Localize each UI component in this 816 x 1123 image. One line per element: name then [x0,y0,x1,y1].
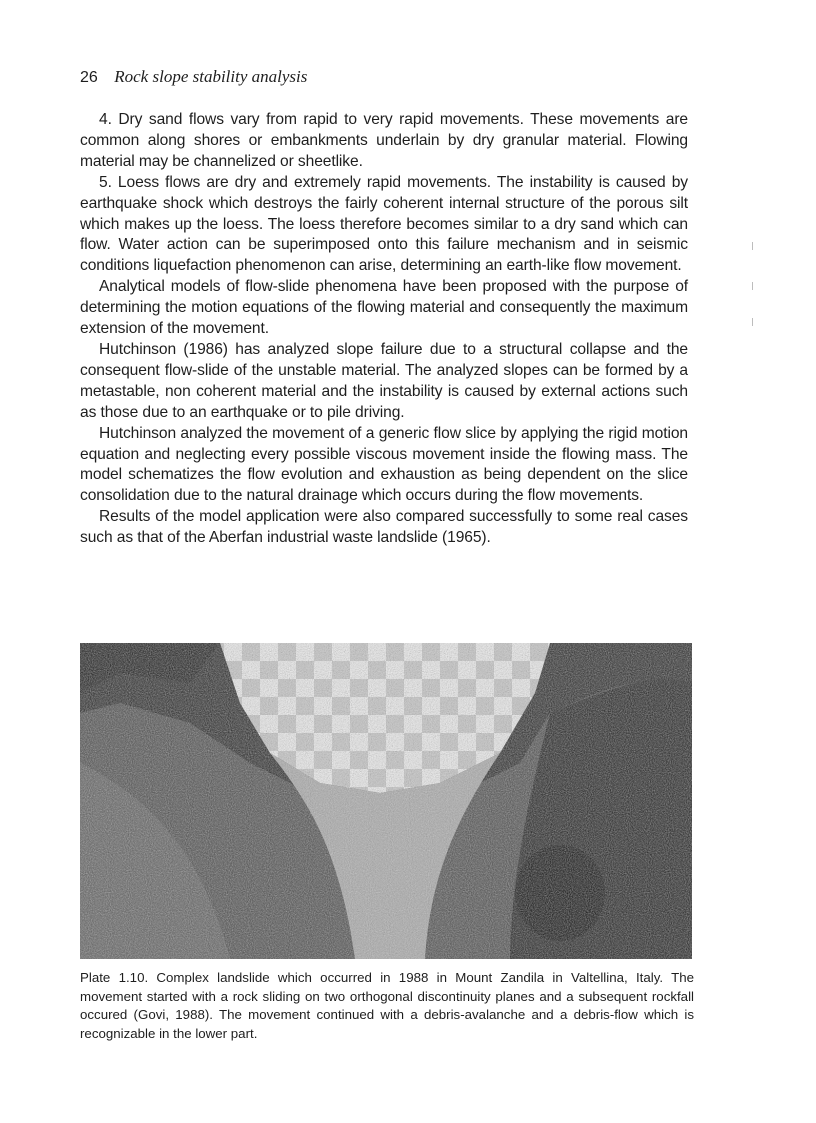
running-header [80,67,307,87]
paragraph-results: Results of the model application were also compared successfully to some real cases such as that of the Aberfan industrial waste landslide (1965). [80,508,688,547]
page-number: 26 [80,69,98,86]
landslide-photograph [80,643,692,959]
margin-mark [752,242,753,250]
plate-caption: Plate 1.10. Complex landslide which occurred in 1988 in Mount Zandila in Valtellina, Italy. The movement started with a rock sliding on two orthogonal discontinuity planes and a subsequent rockfall occured (Govi, 1988). The movement continued with a debris-avalanche and a debris-flow which is recognizable in the lower part. [80,970,694,1041]
running-title: Rock slope stability analysis [114,67,308,86]
paragraph-hutchinson-1986: Hutchinson (1986) has analyzed slope failure due to a structural collapse and the consequent flow-slide of the unstable material. The analyzed slopes can be formed by a metastable, non coherent material and the instability is caused by external actions such as those due to an earthquake or to pile driving. [80,340,688,421]
paragraph-dry-sand-flows: 4. Dry sand flows vary from rapid to very rapid movements. These movements are common along shores or embankments underlain by dry granular material. Flowing material may be channelized or sheetlike. [80,111,688,170]
paragraph-analytical-models: Analytical models of flow-slide phenomena have been proposed with the purpose of determining the motion equations of the flowing material and consequently the maximum extension of the movement. [80,278,688,338]
margin-mark [752,318,753,326]
paragraph-loess-flows: 5. Loess flows are dry and extremely rapid movements. The instability is caused by earthquake shock which destroys the fairly coherent internal structure of the porous silt which makes up the loess. The loess therefore becomes similar to a dry sand which can flow. Water action can be superimposed onto this failure mechanism and in seismic conditions liquefaction phenomenon can arise, determining an earth-like flow movement. [80,173,688,275]
body-text [80,110,688,549]
paragraph-hutchinson-model: Hutchinson analyzed the movement of a generic flow slice by applying the rigid motion equation and neglecting every possible viscous movement inside the flowing mass. The model schematizes the flow evolution and exhaustion as being dependent on the slice consolidation due to the natural drainage which occurs during the flow movements. [80,424,688,505]
margin-mark [752,282,753,290]
